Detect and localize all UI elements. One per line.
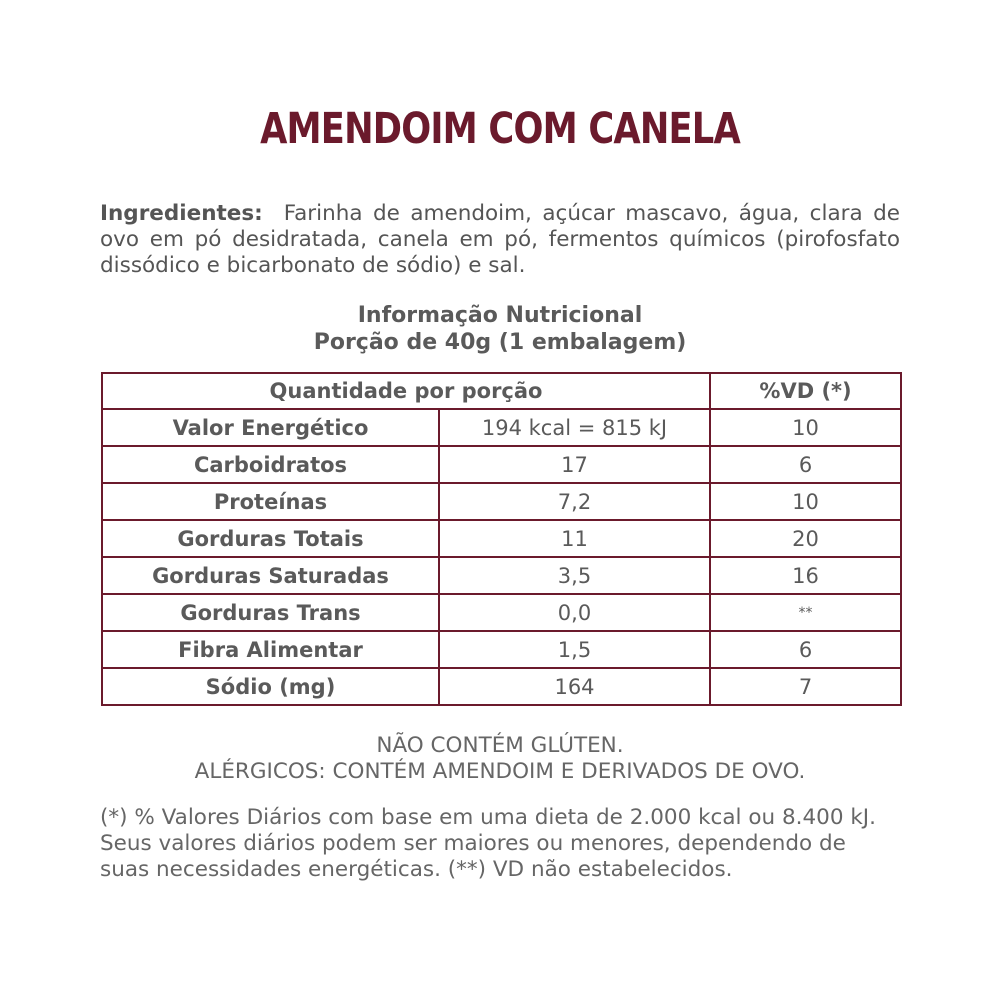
- nutrient-amount: 7,2: [439, 483, 710, 520]
- table-row: [102, 668, 901, 705]
- nutrient-name: Fibra Alimentar: [102, 631, 439, 668]
- table-row: [102, 520, 901, 557]
- nutrient-amount: 17: [439, 446, 710, 483]
- nutrient-amount: 1,5: [439, 631, 710, 668]
- nutrient-amount: 0,0: [439, 594, 710, 631]
- table-row: [102, 446, 901, 483]
- table-row: [102, 409, 901, 446]
- nutrition-heading: Informação Nutricional: [357, 303, 643, 328]
- ingredients-text: Farinha de amendoim, açúcar mascavo, água, clara de ovo em pó desidratada, canela em pó, fermentos químicos (pirofosfato dissódico e bicarbonato de sódio) e sal.: [100, 201, 900, 278]
- nutrient-vd: 6: [710, 631, 901, 668]
- nutrient-name: Gorduras Trans: [102, 594, 439, 631]
- nutrient-vd: 20: [710, 520, 901, 557]
- notices-block: [0, 733, 1000, 785]
- nutrition-heading-block: [0, 302, 1000, 356]
- nutrient-vd: 6: [710, 446, 901, 483]
- nutrient-amount: 11: [439, 520, 710, 557]
- ingredients-label: Ingredientes:: [100, 201, 263, 226]
- nutrient-amount: 3,5: [439, 557, 710, 594]
- nutrient-vd: 7: [710, 668, 901, 705]
- product-title: AMENDOIM COM CANELA: [260, 104, 740, 154]
- nutrient-vd: 10: [710, 409, 901, 446]
- nutrient-name: Carboidratos: [102, 446, 439, 483]
- nutrition-table-body: [102, 409, 901, 705]
- ingredients-paragraph: [100, 201, 900, 279]
- nutrition-table: [101, 372, 902, 706]
- footnote: (*) % Valores Diários com base em uma dieta de 2.000 kcal ou 8.400 kJ. Seus valores diários podem ser maiores ou menores, dependendo de suas necessidades energéticas. (**) VD não estabelecidos.: [100, 805, 876, 882]
- nutrient-name: Valor Energético: [102, 409, 439, 446]
- nutrient-vd: 16: [710, 557, 901, 594]
- nutrient-name: Gorduras Saturadas: [102, 557, 439, 594]
- portion-size: Porção de 40g (1 embalagem): [313, 330, 687, 355]
- allergen-notice: ALÉRGICOS: CONTÉM AMENDOIM E DERIVADOS DE OVO.: [194, 759, 806, 784]
- nutrient-vd: 10: [710, 483, 901, 520]
- header-vd: %VD (*): [710, 373, 901, 409]
- nutrient-amount: 164: [439, 668, 710, 705]
- nutrient-amount: 194 kcal = 815 kJ: [439, 409, 710, 446]
- nutrient-name: Proteínas: [102, 483, 439, 520]
- table-row: [102, 483, 901, 520]
- table-row: [102, 631, 901, 668]
- nutrient-name: Gorduras Totais: [102, 520, 439, 557]
- table-row: [102, 557, 901, 594]
- gluten-notice: NÃO CONTÉM GLÚTEN.: [376, 733, 624, 758]
- table-row: [102, 594, 901, 631]
- header-quantity: Quantidade por porção: [102, 373, 710, 409]
- table-header-row: [102, 373, 901, 409]
- nutrient-name: Sódio (mg): [102, 668, 439, 705]
- nutrient-vd: **: [710, 594, 901, 631]
